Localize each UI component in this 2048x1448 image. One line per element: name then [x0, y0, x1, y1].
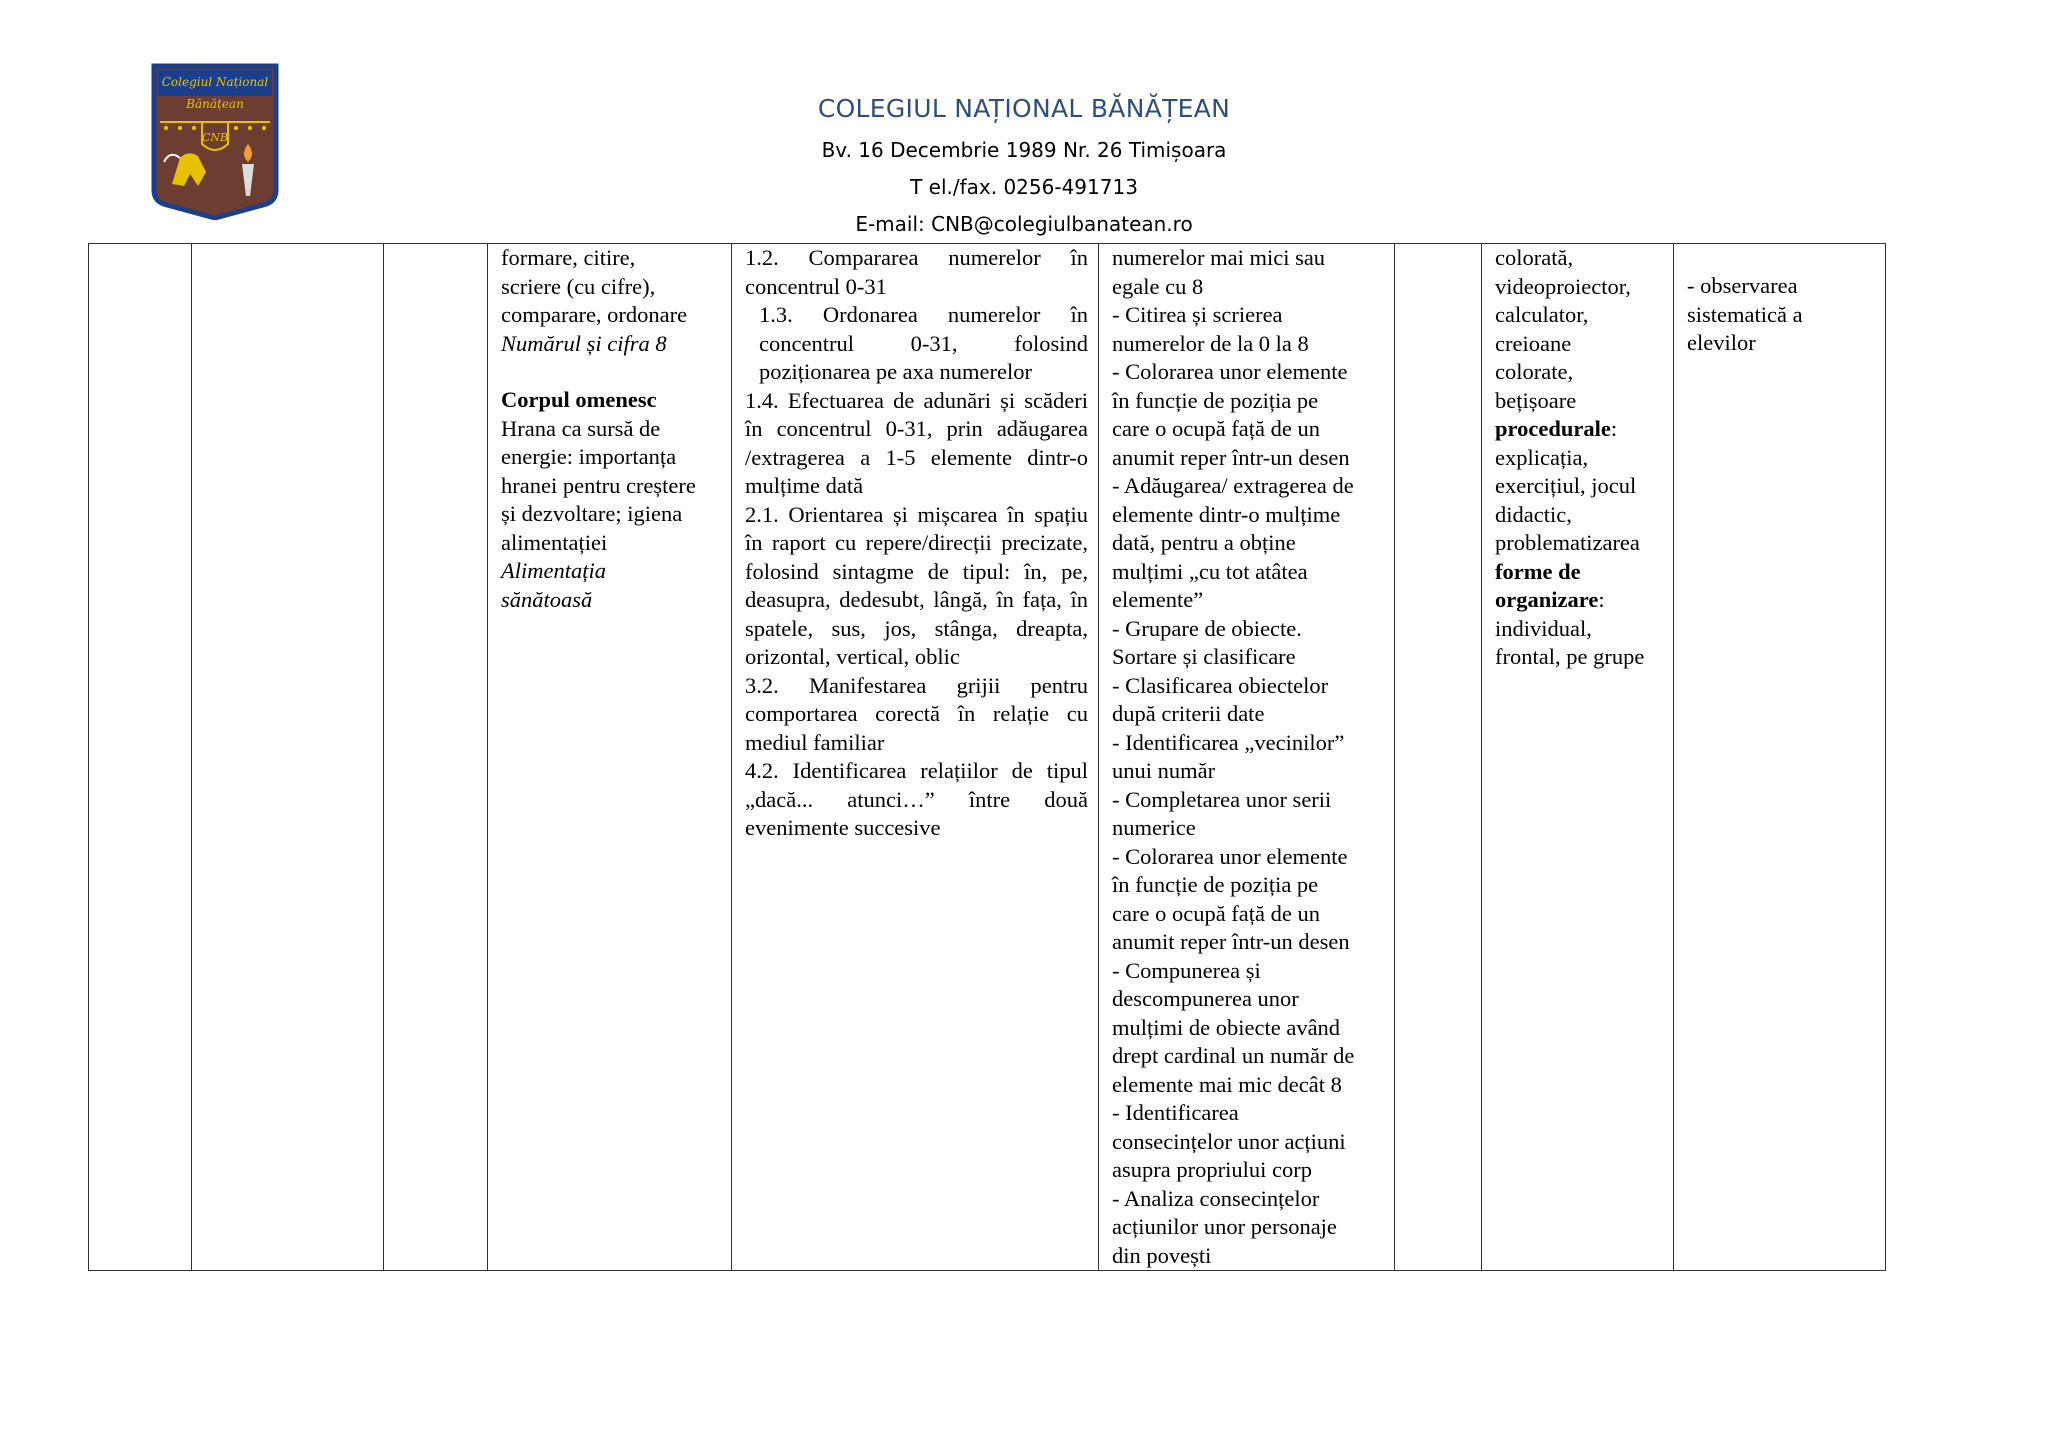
svg-text:CNB: CNB — [201, 131, 229, 144]
planning-table — [88, 243, 1886, 1271]
domain-topic-title: Alimentația — [501, 558, 606, 583]
activity-line: elemente dintr-o mulțime — [1112, 501, 1341, 527]
institution-name: COLEGIUL NAȚIONAL BĂNĂȚEAN — [817, 94, 1231, 123]
resource-line: calculator, — [1495, 302, 1589, 327]
domain-line: alimentației — [501, 529, 608, 555]
activity-line: - Completarea unor serii — [1112, 786, 1332, 812]
resource-line: didactic, — [1495, 501, 1572, 527]
institution-email: E-mail: CNB@colegiulbanatean.ro — [855, 212, 1193, 236]
resource-line: bețișoare — [1495, 387, 1577, 413]
activity-line: numerelor de la 0 la 8 — [1112, 330, 1309, 356]
organization-heading: organizare: — [1495, 587, 1605, 612]
evaluation-line: sistematică a — [1687, 301, 1803, 327]
content-topic-title: Numărul și cifra 8 — [501, 330, 667, 356]
table-row — [89, 244, 1886, 1271]
domain-line: și dezvoltare; igiena — [501, 501, 683, 526]
activity-line: dată, pentru a obține — [1112, 530, 1296, 555]
activity-line: - Analiza consecințelor — [1112, 1185, 1320, 1211]
activity-line: numerice — [1112, 815, 1196, 840]
competence-item: 2.1. Orientarea și mișcarea în spațiu în raport cu repere/direcții precizate, folosind sintagme de tipul: în, pe, deasupra, dedesubt, lângă, în fața, în spatele, sus, jos, stânga, dreapta, orizontal, vertical, oblic — [745, 501, 1088, 669]
activity-line: drept cardinal un număr de — [1112, 1043, 1355, 1068]
empty-cell — [384, 244, 488, 1271]
evaluation-line: - observarea — [1687, 273, 1798, 298]
activity-line: - Citirea și scrierea — [1112, 302, 1283, 327]
resource-line: creioane — [1495, 330, 1572, 356]
evaluation-cell — [1674, 244, 1886, 1271]
competences-cell — [732, 244, 1099, 1271]
activity-line: Sortare și clasificare — [1112, 644, 1296, 669]
resources-cell — [1482, 244, 1674, 1271]
activity-line: - Identificarea „vecinilor” — [1112, 729, 1345, 755]
activity-line: numerelor mai mici sau — [1112, 245, 1326, 270]
activity-line: elemente mai mic decât 8 — [1112, 1071, 1342, 1097]
activity-line: asupra propriului corp — [1112, 1157, 1312, 1182]
activities-cell — [1099, 244, 1395, 1271]
activity-line: mulțimi „cu tot atâtea — [1112, 558, 1308, 584]
activity-line: anumit reper într-un desen — [1112, 444, 1350, 470]
activity-line: care o ocupă față de un — [1112, 900, 1321, 926]
organization-label: organizare — [1495, 587, 1599, 612]
activity-line: - Grupare de obiecte. — [1112, 615, 1302, 641]
activity-line: egale cu 8 — [1112, 273, 1204, 299]
activity-line: în funcție de poziția pe — [1112, 872, 1319, 897]
activity-line: consecințelor unor acțiuni — [1112, 1128, 1346, 1154]
activity-line: elemente” — [1112, 587, 1204, 612]
activity-line: mulțimi de obiecte având — [1112, 1014, 1341, 1040]
procedural-heading: procedurale: — [1495, 416, 1618, 441]
content-line: comparare, ordonare — [501, 302, 688, 327]
activity-line: după criterii date — [1112, 701, 1265, 726]
institution-phone: T el./fax. 0256-491713 — [910, 175, 1138, 199]
domain-topic-title: sănătoasă — [501, 586, 593, 612]
competence-item: 4.2. Identificarea relațiilor de tipul „dacă... atunci…” între două evenimente succesive — [745, 758, 1088, 840]
resource-line: exercițiul, jocul — [1495, 473, 1637, 498]
domain-line: energie: importanța — [501, 444, 677, 469]
activity-line: - Identificarea — [1112, 1100, 1239, 1125]
svg-text:Bănățean: Bănățean — [186, 97, 244, 111]
evaluation-line: elevilor — [1687, 330, 1756, 355]
svg-text:Colegiul Național: Colegiul Național — [161, 75, 269, 89]
activity-line: care o ocupă față de un — [1112, 416, 1321, 441]
empty-cell — [192, 244, 384, 1271]
resource-line: individual, — [1495, 615, 1592, 641]
competence-item: 1.4. Efectuarea de adunări și scăderi în concentrul 0-31, prin adăugarea /extragerea a 1-5 elemente dintr-o mulțime dată — [745, 387, 1088, 498]
activity-line: - Colorarea unor elemente — [1112, 843, 1348, 869]
content-cell — [488, 244, 732, 1271]
activity-line: - Clasificarea obiectelor — [1112, 672, 1329, 698]
content-line: formare, citire, — [501, 245, 636, 270]
competence-item: 1.3. Ordonarea numerelor în concentrul 0-31, folosind poziționarea pe axa numerelor — [759, 302, 1088, 384]
resource-line: colorate, — [1495, 359, 1574, 384]
resource-line: explicația, — [1495, 444, 1589, 470]
resource-line: colorată, — [1495, 245, 1574, 270]
institution-address: Bv. 16 Decembrie 1989 Nr. 26 Timișoara — [821, 138, 1227, 162]
activity-line: din povești — [1112, 1242, 1212, 1268]
activity-line: în funcție de poziția pe — [1112, 387, 1319, 413]
activity-line: descompunerea unor — [1112, 986, 1299, 1011]
activity-line: anumit reper într-un desen — [1112, 929, 1350, 954]
activity-line: - Colorarea unor elemente — [1112, 359, 1348, 384]
content-line: scriere (cu cifre), — [501, 273, 656, 299]
resource-line: frontal, pe grupe — [1495, 644, 1645, 669]
empty-cell — [1395, 244, 1482, 1271]
empty-cell — [89, 244, 192, 1271]
domain-line: hranei pentru creștere — [501, 472, 696, 498]
organization-label: forme de — [1495, 558, 1581, 584]
activity-line: - Adăugarea/ extragerea de — [1112, 473, 1354, 498]
competence-item: 3.2. Manifestarea grijii pentru comportarea corectă în relație cu mediul familiar — [745, 672, 1088, 755]
resource-line: videoproiector, — [1495, 273, 1631, 299]
activity-line: unui număr — [1112, 758, 1216, 783]
competence-item: 1.2. Compararea numerelor în concentrul 0-31 — [745, 245, 1088, 299]
domain-heading: Corpul omenesc — [501, 387, 657, 412]
activity-line: acțiunilor unor personaje — [1112, 1214, 1337, 1239]
resource-line: problematizarea — [1495, 530, 1640, 555]
domain-line: Hrana ca sursă de — [501, 415, 661, 441]
activity-line: - Compunerea și — [1112, 957, 1261, 983]
procedural-label: procedurale — [1495, 416, 1611, 441]
